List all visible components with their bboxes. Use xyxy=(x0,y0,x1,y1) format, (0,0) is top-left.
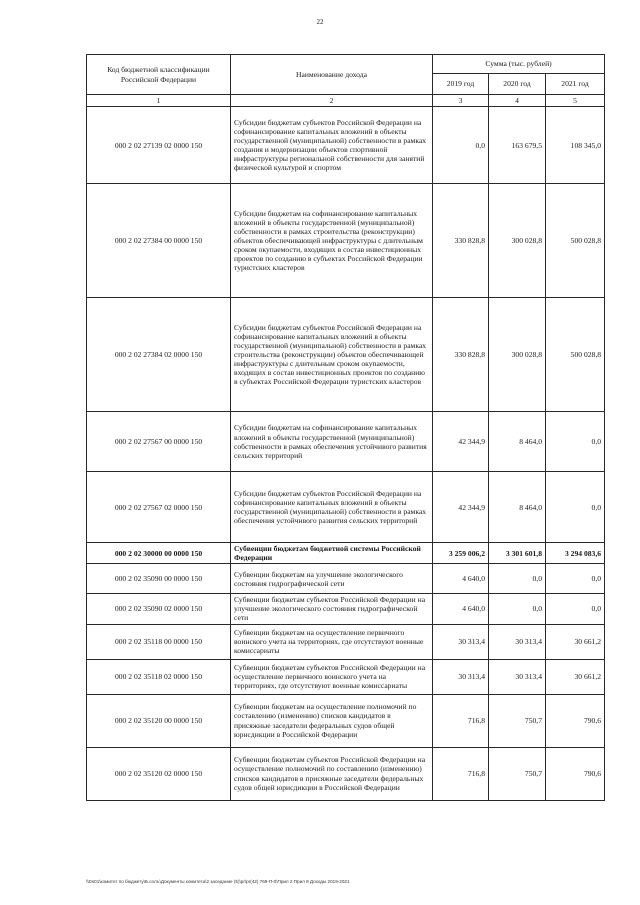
row-name: Субсидии бюджетам на софинансирование капитальных вложений в объекты государственной (муниципальной) собственности в рамках обеспечения устойчивого развития сельских территорий xyxy=(231,412,433,472)
row-sum-2019: 330 828,8 xyxy=(433,184,489,298)
row-sum-2019: 30 313,4 xyxy=(433,659,489,694)
row-code: 000 2 02 35090 00 0000 150 xyxy=(87,564,231,594)
row-sum-2021: 3 294 083,6 xyxy=(546,543,605,564)
row-sum-2020: 163 679,5 xyxy=(489,107,546,184)
table-row xyxy=(87,594,605,624)
row-sum-2019: 4 640,0 xyxy=(433,564,489,594)
col-number-2: 2 xyxy=(231,95,433,107)
page-number: 22 xyxy=(316,18,324,26)
header-year-2019: 2019 год xyxy=(433,74,489,95)
row-sum-2021: 30 661,2 xyxy=(546,624,605,659)
row-sum-2019: 0,0 xyxy=(433,107,489,184)
row-name: Субвенции бюджетам субъектов Российской Федерации на осуществление первичного воинского учета на территориях, где отсутствуют военные комиссариаты xyxy=(231,659,433,694)
row-sum-2020: 300 028,8 xyxy=(489,298,546,412)
file-path-footer: \\Ds01\комитет по бюджету\Б.солъ\Документы комитета\2 заседание (5)\pr\pr(42) 769-П-0\Прил 2 Прил 9 Доходы 2019-2021 xyxy=(86,879,350,884)
table-row xyxy=(87,184,605,298)
row-sum-2021: 0,0 xyxy=(546,472,605,543)
header-year-2021: 2021 год xyxy=(546,74,605,95)
row-sum-2021: 500 028,8 xyxy=(546,298,605,412)
row-code: 000 2 02 27567 00 0000 150 xyxy=(87,412,231,472)
table-row xyxy=(87,624,605,659)
row-sum-2021: 30 661,2 xyxy=(546,659,605,694)
table-row xyxy=(87,659,605,694)
col-number-3: 3 xyxy=(433,95,489,107)
row-name: Субсидии бюджетам субъектов Российской Федерации на софинансирование капитальных вложений в объекты государственной (муниципальной) собственности в рамках строительства (реконструкции) объектов обеспечивающей инфраструктуры с длительным сроком окупаемости, входящих в состав инвестиционных проектов по созданию в субъектах Российской Федерации туристских кластеров xyxy=(231,298,433,412)
row-code: 000 2 02 27384 02 0000 150 xyxy=(87,298,231,412)
table-row xyxy=(87,298,605,412)
row-sum-2020: 300 028,8 xyxy=(489,184,546,298)
col-number-1: 1 xyxy=(87,95,231,107)
row-sum-2019: 716,8 xyxy=(433,747,489,800)
row-code: 000 2 02 27139 02 0000 150 xyxy=(87,107,231,184)
row-sum-2020: 0,0 xyxy=(489,594,546,624)
table-row xyxy=(87,107,605,184)
row-name: Субвенции бюджетам субъектов Российской Федерации на осуществление полномочий по составлению (изменению) списков кандидатов в присяжные заседатели федеральных судов общей юрисдикции в Российской Федерации xyxy=(231,747,433,800)
row-name: Субвенции бюджетам на осуществление полномочий по составлению (изменению) списков кандидатов в присяжные заседатели федеральных судов общей юрисдикции в Российской Федерации xyxy=(231,694,433,747)
row-code: 000 2 02 35118 02 0000 150 xyxy=(87,659,231,694)
row-name: Субвенции бюджетам субъектов Российской Федерации на улучшение экологического состояния гидрографической сети xyxy=(231,594,433,624)
row-sum-2019: 4 640,0 xyxy=(433,594,489,624)
row-sum-2019: 42 344,9 xyxy=(433,412,489,472)
row-code: 000 2 02 27567 02 0000 150 xyxy=(87,472,231,543)
row-sum-2020: 0,0 xyxy=(489,564,546,594)
row-sum-2021: 500 028,8 xyxy=(546,184,605,298)
row-name: Субвенции бюджетам бюджетной системы Российской Федерации xyxy=(231,543,433,564)
row-sum-2019: 716,8 xyxy=(433,694,489,747)
row-name: Субвенции бюджетам на улучшение экологического состояния гидрографической сети xyxy=(231,564,433,594)
row-sum-2020: 30 313,4 xyxy=(489,624,546,659)
row-sum-2019: 3 259 006,2 xyxy=(433,543,489,564)
table-row xyxy=(87,694,605,747)
row-sum-2020: 3 301 601,8 xyxy=(489,543,546,564)
row-sum-2021: 0,0 xyxy=(546,412,605,472)
header-year-2020: 2020 год xyxy=(489,74,546,95)
header-sum: Сумма (тыс. рублей) xyxy=(433,55,605,74)
revenue-table xyxy=(86,54,605,801)
row-sum-2020: 750,7 xyxy=(489,694,546,747)
row-sum-2021: 0,0 xyxy=(546,594,605,624)
row-sum-2019: 330 828,8 xyxy=(433,298,489,412)
row-sum-2020: 750,7 xyxy=(489,747,546,800)
table-row xyxy=(87,747,605,800)
row-sum-2021: 0,0 xyxy=(546,564,605,594)
row-sum-2019: 30 313,4 xyxy=(433,624,489,659)
row-name: Субсидии бюджетам субъектов Российской Федерации на софинансирование капитальных вложений в объекты государственной (муниципальной) собственности в рамках создания и модернизации объектов спортивной инфраструктуры региональной собственности для занятий физической культурой и спортом xyxy=(231,107,433,184)
row-sum-2020: 8 464,0 xyxy=(489,472,546,543)
table-row xyxy=(87,472,605,543)
row-sum-2020: 30 313,4 xyxy=(489,659,546,694)
row-name: Субсидии бюджетам субъектов Российской Федерации на софинансирование капитальных вложений в объекты государственной (муниципальной) собственности в рамках обеспечения устойчивого развития сельских территорий xyxy=(231,472,433,543)
table-row xyxy=(87,412,605,472)
row-code: 000 2 02 35120 00 0000 150 xyxy=(87,694,231,747)
col-number-4: 4 xyxy=(489,95,546,107)
row-name: Субсидии бюджетам на софинансирование капитальных вложений в объекты государственной (муниципальной) собственности в рамках строительства (реконструкции) объектов обеспечивающей инфраструктуры с длительным сроком окупаемости, входящих в состав инвестиционных проектов по созданию в субъектах Российской Федерации туристских кластеров xyxy=(231,184,433,298)
header-name: Наименование дохода xyxy=(231,55,433,95)
row-code: 000 2 02 35118 00 0000 150 xyxy=(87,624,231,659)
row-sum-2021: 790,6 xyxy=(546,694,605,747)
row-sum-2021: 108 345,0 xyxy=(546,107,605,184)
row-name: Субвенции бюджетам на осуществление первичного воинского учета на территориях, где отсутствуют военные комиссариаты xyxy=(231,624,433,659)
row-code: 000 2 02 35120 02 0000 150 xyxy=(87,747,231,800)
row-sum-2021: 790,6 xyxy=(546,747,605,800)
row-sum-2020: 8 464,0 xyxy=(489,412,546,472)
table-row xyxy=(87,543,605,564)
col-number-5: 5 xyxy=(546,95,605,107)
header-code: Код бюджетной классификации Российской Федерации xyxy=(87,55,231,95)
row-code: 000 2 02 30000 00 0000 150 xyxy=(87,543,231,564)
table-body xyxy=(87,107,605,800)
row-code: 000 2 02 27384 00 0000 150 xyxy=(87,184,231,298)
row-code: 000 2 02 35090 02 0000 150 xyxy=(87,594,231,624)
row-sum-2019: 42 344,9 xyxy=(433,472,489,543)
table-row xyxy=(87,564,605,594)
